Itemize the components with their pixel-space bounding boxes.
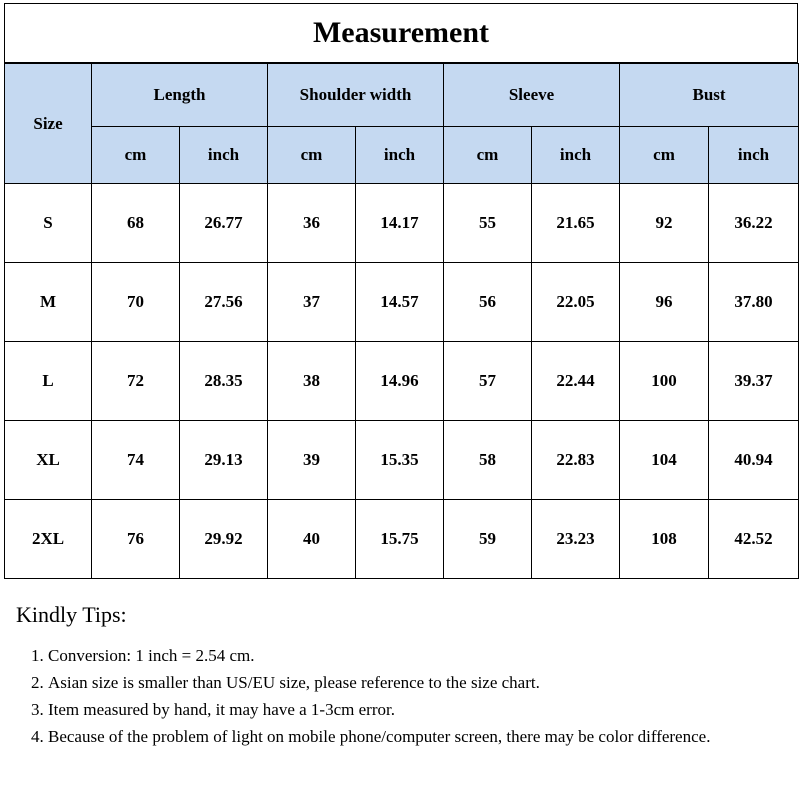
value-cell: 104 bbox=[620, 421, 709, 500]
header-sleeve: Sleeve bbox=[444, 64, 620, 127]
value-cell: 29.92 bbox=[180, 500, 268, 579]
measurement-table bbox=[4, 63, 799, 579]
table-row bbox=[5, 184, 799, 263]
value-cell: 58 bbox=[444, 421, 532, 500]
value-cell: 56 bbox=[444, 263, 532, 342]
header-unit: cm bbox=[92, 127, 180, 184]
size-cell: L bbox=[5, 342, 92, 421]
value-cell: 14.57 bbox=[356, 263, 444, 342]
tips-list bbox=[16, 642, 786, 750]
value-cell: 21.65 bbox=[532, 184, 620, 263]
header-unit: inch bbox=[532, 127, 620, 184]
header-shoulder-width: Shoulder width bbox=[268, 64, 444, 127]
value-cell: 39 bbox=[268, 421, 356, 500]
value-cell: 42.52 bbox=[709, 500, 799, 579]
header-length: Length bbox=[92, 64, 268, 127]
tip-item: 2. Asian size is smaller than US/EU size, please reference to the size chart. bbox=[48, 669, 786, 696]
value-cell: 15.75 bbox=[356, 500, 444, 579]
size-cell: 2XL bbox=[5, 500, 92, 579]
header-row-groups bbox=[5, 64, 799, 127]
value-cell: 57 bbox=[444, 342, 532, 421]
value-cell: 22.44 bbox=[532, 342, 620, 421]
value-cell: 14.17 bbox=[356, 184, 444, 263]
value-cell: 36.22 bbox=[709, 184, 799, 263]
header-unit: cm bbox=[444, 127, 532, 184]
value-cell: 40.94 bbox=[709, 421, 799, 500]
tip-item: 4. Because of the problem of light on mobile phone/computer screen, there may be color difference. bbox=[48, 723, 786, 750]
header-unit: inch bbox=[709, 127, 799, 184]
header-row-units bbox=[5, 127, 799, 184]
value-cell: 59 bbox=[444, 500, 532, 579]
value-cell: 29.13 bbox=[180, 421, 268, 500]
header-bust: Bust bbox=[620, 64, 799, 127]
value-cell: 100 bbox=[620, 342, 709, 421]
table-row bbox=[5, 263, 799, 342]
value-cell: 96 bbox=[620, 263, 709, 342]
value-cell: 38 bbox=[268, 342, 356, 421]
value-cell: 76 bbox=[92, 500, 180, 579]
value-cell: 70 bbox=[92, 263, 180, 342]
header-unit: cm bbox=[620, 127, 709, 184]
tips-title: Kindly Tips: bbox=[16, 602, 127, 627]
size-cell: M bbox=[5, 263, 92, 342]
value-cell: 36 bbox=[268, 184, 356, 263]
value-cell: 26.77 bbox=[180, 184, 268, 263]
value-cell: 14.96 bbox=[356, 342, 444, 421]
value-cell: 92 bbox=[620, 184, 709, 263]
kindly-tips bbox=[16, 602, 786, 750]
value-cell: 72 bbox=[92, 342, 180, 421]
value-cell: 40 bbox=[268, 500, 356, 579]
header-unit: inch bbox=[356, 127, 444, 184]
value-cell: 37.80 bbox=[709, 263, 799, 342]
header-size: Size bbox=[5, 64, 92, 184]
value-cell: 27.56 bbox=[180, 263, 268, 342]
value-cell: 39.37 bbox=[709, 342, 799, 421]
table-row bbox=[5, 500, 799, 579]
value-cell: 55 bbox=[444, 184, 532, 263]
table-title: Measurement bbox=[4, 3, 798, 63]
value-cell: 37 bbox=[268, 263, 356, 342]
value-cell: 22.05 bbox=[532, 263, 620, 342]
value-cell: 28.35 bbox=[180, 342, 268, 421]
size-cell: XL bbox=[5, 421, 92, 500]
tip-item: 3. Item measured by hand, it may have a 1-3cm error. bbox=[48, 696, 786, 723]
value-cell: 15.35 bbox=[356, 421, 444, 500]
value-cell: 22.83 bbox=[532, 421, 620, 500]
header-unit: cm bbox=[268, 127, 356, 184]
table-row bbox=[5, 421, 799, 500]
value-cell: 108 bbox=[620, 500, 709, 579]
size-cell: S bbox=[5, 184, 92, 263]
tip-item: 1. Conversion: 1 inch = 2.54 cm. bbox=[48, 642, 786, 669]
header-unit: inch bbox=[180, 127, 268, 184]
value-cell: 68 bbox=[92, 184, 180, 263]
table-row bbox=[5, 342, 799, 421]
value-cell: 23.23 bbox=[532, 500, 620, 579]
value-cell: 74 bbox=[92, 421, 180, 500]
